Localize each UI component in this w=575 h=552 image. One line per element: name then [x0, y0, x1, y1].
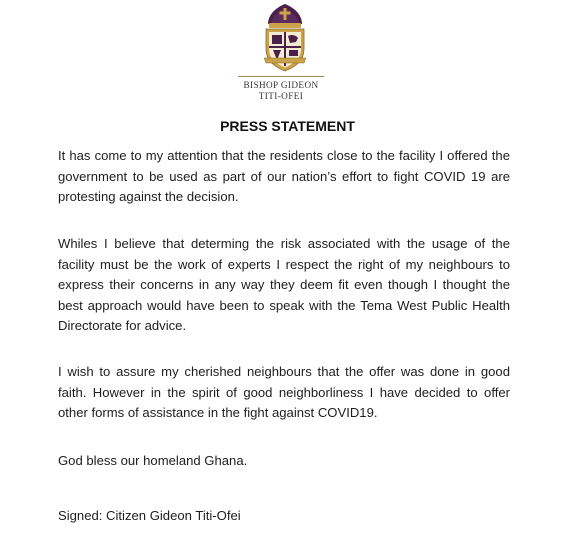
letterhead-name-line1: BISHOP GIDEON — [243, 80, 319, 90]
statement-paragraph-2: Whiles I believe that determing the risk associated with the usage of the facility must be the work of experts I respect the right of my neighbours to express their concerns in any way they deem fit even though I thought the best approach would have been to speak with the Tema West Public Health Directorate for advice. — [58, 236, 510, 333]
statement-paragraph-1: It has come to my attention that the residents close to the facility I offered the government to be used as part of our nation’s effort to fight COVID 19 are protesting against the decision. — [58, 148, 510, 204]
signature-line: Signed: Citizen Gideon Titi-Ofei — [58, 508, 241, 523]
statement-paragraph-3: I wish to assure my cherished neighbours that the offer was done in good faith. However in the spirit of good neighborliness I have decided to offer other forms of assistance in the fight against COVID19. — [58, 364, 510, 420]
bishop-crest-icon — [258, 2, 312, 74]
letterhead-name — [225, 80, 337, 102]
letterhead-divider — [238, 76, 324, 77]
closing-blessing: God bless our homeland Ghana. — [58, 453, 248, 468]
document-title: PRESS STATEMENT — [220, 118, 355, 134]
letterhead-name-line2: TITI-OFEI — [258, 91, 304, 101]
